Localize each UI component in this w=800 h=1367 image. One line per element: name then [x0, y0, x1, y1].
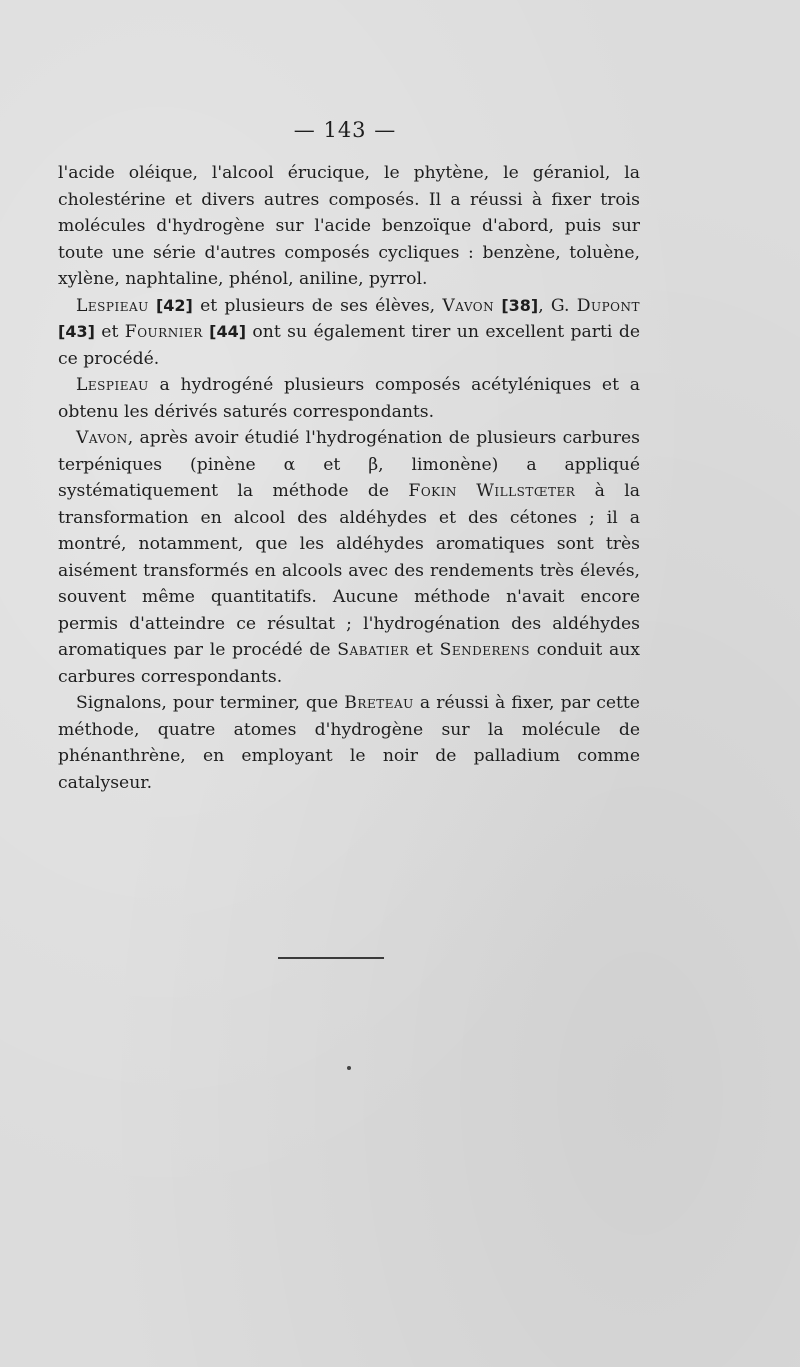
reference-number: [44] [209, 322, 247, 341]
paragraph [58, 372, 640, 425]
author-name: Sabatier [337, 640, 410, 660]
ink-speck [347, 1066, 351, 1070]
paragraph [58, 425, 640, 690]
author-name: Senderens [439, 640, 531, 660]
author-name: Fokin [408, 481, 457, 501]
section-rule [278, 957, 384, 959]
text-run: a hydrogéné plusieurs composés acétyléniques et a obtenu les dérivés saturés correspondants. [58, 375, 640, 422]
author-name: Lespieau [76, 375, 149, 395]
text-run: et [94, 322, 125, 342]
body-text [58, 160, 640, 796]
reference-number: [42] [155, 295, 193, 315]
text-run [457, 481, 476, 501]
author-name: Dupont [576, 295, 641, 316]
author-name: Vavon [76, 428, 128, 448]
text-run: a réussi à fixer, par cette méthode, quatre atomes d'hydrogène sur la molécule de phénanthrène, en employant le noir de palladium comme catalyseur. [58, 693, 640, 793]
text-run [149, 296, 156, 316]
text-run: Signalons, pour terminer, que [76, 693, 345, 713]
text-run: à la transformation en alcool des aldéhydes et des cétones ; il a montré, notamment, que les aldéhydes aromatiques sont très aisément transformés en alcools avec des rendements très élevés, souvent même quantitatifs. Aucune méthode n'avait encore permis d'atteindre ce résultat ; l'hydrogénation des aldéhydes aromatiques par le procédé de [58, 481, 641, 660]
page-number: — 143 — [293, 118, 397, 142]
paragraph [58, 160, 640, 293]
author-name: Lespieau [76, 295, 149, 316]
text-run: ont su également tirer un excellent parti de ce procédé. [58, 322, 640, 369]
text-run: , G. [538, 295, 577, 316]
author-name: Willstœter [476, 481, 576, 501]
text-run: et [409, 640, 440, 660]
author-name: Breteau [344, 693, 414, 713]
paragraph [58, 690, 640, 796]
text-run: l'acide oléique, l'alcool érucique, le phytène, le géraniol, la cholestérine et divers autres composés. Il a réussi à fixer trois molécules d'hydrogène sur l'acide benzoïque d'abord, puis sur toute une série d'autres composés cycliques : benzène, toluène, xylène, naphtaline, phénol, aniline, pyrrol. [58, 163, 640, 289]
paragraph [58, 293, 640, 373]
reference-number: [43] [58, 322, 95, 341]
author-name: Vavon [442, 295, 495, 316]
author-name: Fournier [124, 322, 203, 342]
text-run: , après avoir étudié l'hydrogénation de plusieurs carbures terpéniques (pinène α et β, limonène) a appliqué systématiquement la méthode de [58, 428, 640, 501]
reference-number: [38] [501, 295, 539, 315]
text-run: et plusieurs de ses élèves, [192, 295, 443, 316]
text-run: conduit aux carbures correspondants. [58, 640, 640, 687]
